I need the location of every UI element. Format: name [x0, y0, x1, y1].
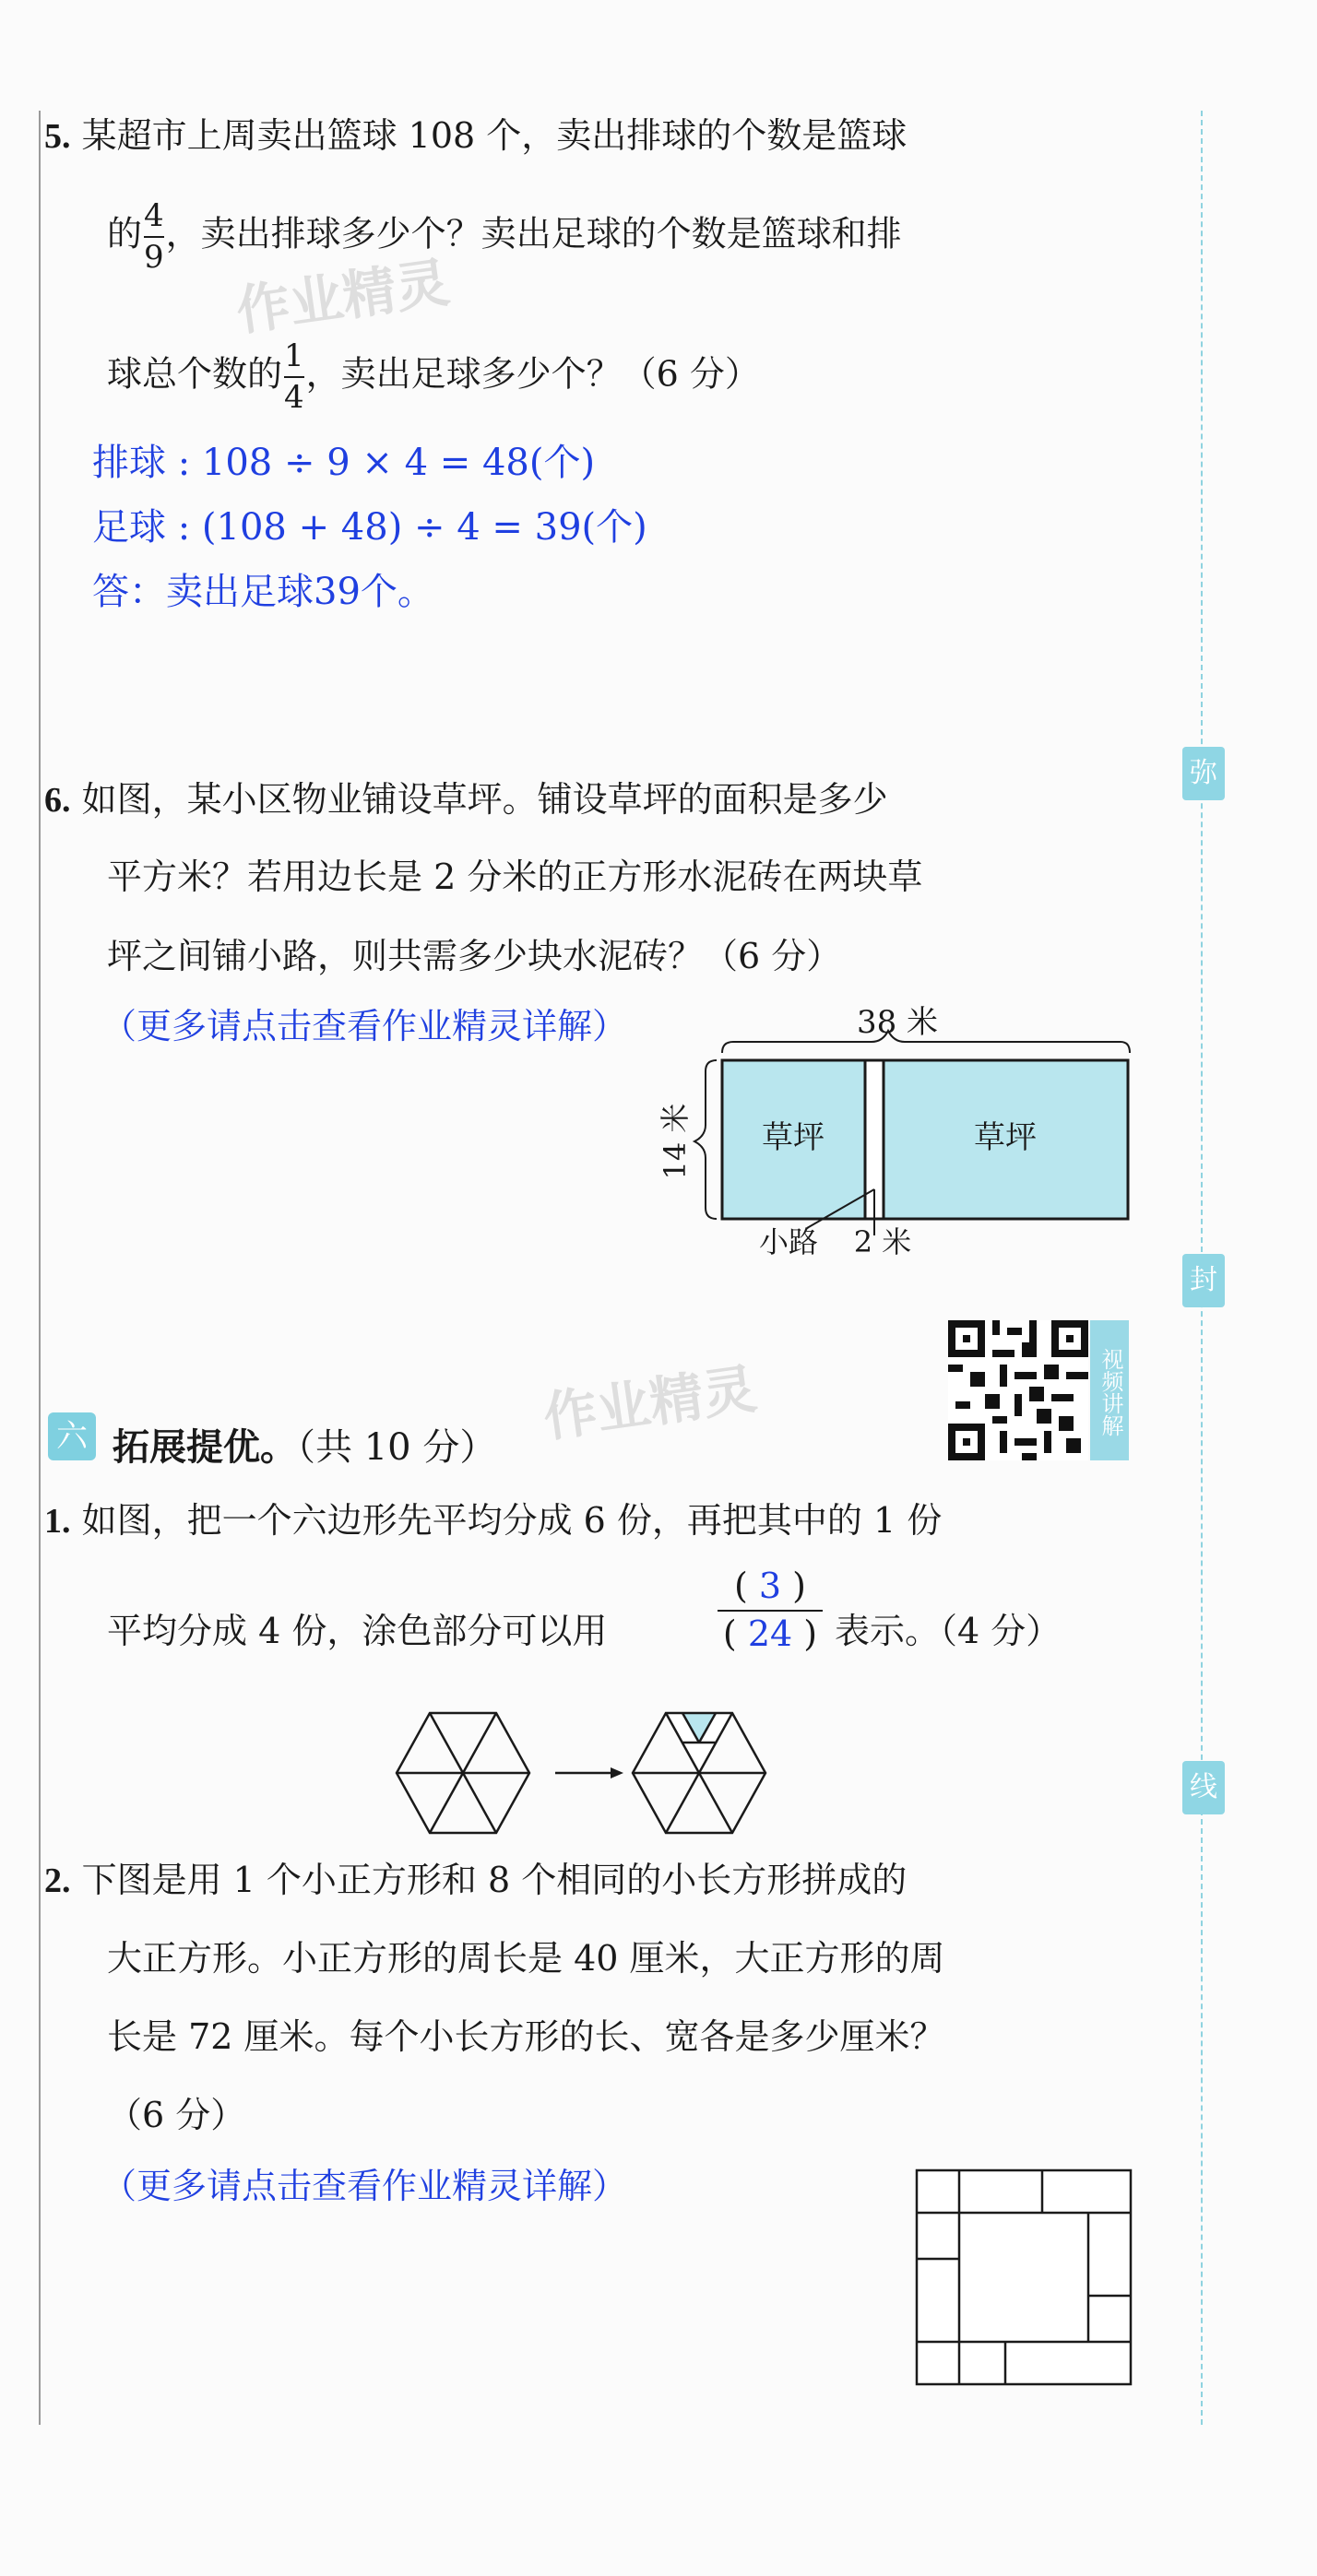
- q5-number: 5.: [44, 117, 71, 156]
- s1-line1: [44, 1500, 943, 1541]
- left-margin-rule: [39, 111, 41, 2425]
- q5-text-3a: 球总个数的: [107, 353, 283, 395]
- q5-answer-conclusion: 答：卖出足球39个。: [92, 571, 434, 613]
- height-bracket: [694, 1060, 717, 1219]
- path-width-label: 2 米: [853, 1224, 912, 1259]
- section-title: [113, 1418, 496, 1471]
- q6-line1: [44, 779, 888, 820]
- s1-hexagon-figure: [387, 1704, 793, 1842]
- s2-square-figure: [913, 2167, 1134, 2388]
- s1-answer-denominator: 24: [747, 1613, 793, 1654]
- qr-code[interactable]: [948, 1320, 1088, 1460]
- q5-text-1: 某超市上周卖出篮球 108 个，卖出排球的个数是篮球: [81, 115, 908, 156]
- path-label: 小路: [758, 1224, 819, 1259]
- s1-answer-numerator: 3: [758, 1566, 782, 1606]
- s1-number: 1.: [44, 1502, 71, 1541]
- q6-explanation-link[interactable]: （更多请点击查看作业精灵详解）: [101, 1006, 628, 1046]
- side-tab-2: 封: [1182, 1254, 1225, 1307]
- hexagon-left: [397, 1713, 529, 1833]
- section-title-text: 拓展提优。: [113, 1426, 297, 1469]
- s1-answer-fraction: ( 3 ) ( 24 ): [710, 1567, 830, 1654]
- watermark-1: 作业精灵: [232, 251, 454, 343]
- q6-number: 6.: [44, 781, 71, 820]
- q5-line2: [107, 198, 902, 276]
- section-subtitle: （共 10 分）: [297, 1426, 497, 1469]
- s2-text-1: 下图是用 1 个小正方形和 8 个相同的小长方形拼成的: [81, 1860, 908, 1900]
- watermark-2: 作业精灵: [540, 1357, 761, 1449]
- q5-answer-football: 足球 : (108 + 48) ÷ 4 = 39(个): [92, 506, 647, 549]
- lawn-left-label: 草坪: [762, 1119, 825, 1156]
- q6-line3: 坪之间铺小路，则共需多少块水泥砖？（6 分）: [107, 936, 842, 976]
- arrow-head: [611, 1767, 623, 1778]
- s2-line2: 大正方形。小正方形的周长是 40 厘米，大正方形的周: [107, 1938, 945, 1979]
- big-square: [917, 2170, 1131, 2384]
- q5-answer-volleyball: 排球 : 108 ÷ 9 × 4 = 48(个): [92, 442, 596, 484]
- q6-line2: 平方米？若用边长是 2 分米的正方形水泥砖在两块草: [107, 857, 923, 897]
- section-badge: 六: [48, 1412, 96, 1460]
- q6-text-1: 如图，某小区物业铺设草坪。铺设草坪的面积是多少: [81, 779, 888, 820]
- q5-line1: [44, 115, 908, 156]
- height-label: 14 米: [658, 1103, 693, 1180]
- lawn-right-label: 草坪: [974, 1119, 1037, 1156]
- s2-line4: （6 分）: [107, 2095, 246, 2135]
- q6-lawn-figure: [658, 1004, 1139, 1263]
- q5-text-2b: ，卖出排球多少个？卖出足球的个数是篮球和排: [165, 213, 902, 254]
- s1-line2-pre: 平均分成 4 份，涂色部分可以用: [107, 1611, 608, 1651]
- q5-fraction-1-4: $\frac{1}{4}$: [284, 337, 304, 417]
- s1-text-1: 如图，把一个六边形先平均分成 6 份，再把其中的 1 份: [81, 1500, 943, 1541]
- s2-line1: [44, 1862, 907, 1898]
- width-label: 38 米: [856, 1004, 939, 1041]
- q5-fraction-4-9: $\frac{4}{9}$: [144, 197, 164, 277]
- q5-text-3b: ，卖出足球多少个？（6 分）: [305, 353, 760, 395]
- s2-explanation-link[interactable]: （更多请点击查看作业精灵详解）: [101, 2166, 628, 2206]
- s2-number: 2.: [44, 1861, 71, 1900]
- side-tab-3: 线: [1182, 1761, 1225, 1814]
- side-tab-1: 弥: [1182, 747, 1225, 800]
- qr-video-label: 视频讲解: [1090, 1320, 1129, 1460]
- q5-line3: [107, 338, 760, 416]
- s2-line3: 长是 72 厘米。每个小长方形的长、宽各是多少厘米？: [107, 2016, 945, 2057]
- q5-text-2a: 的: [107, 213, 143, 254]
- s1-line2-post: 表示。（4 分）: [835, 1611, 1062, 1651]
